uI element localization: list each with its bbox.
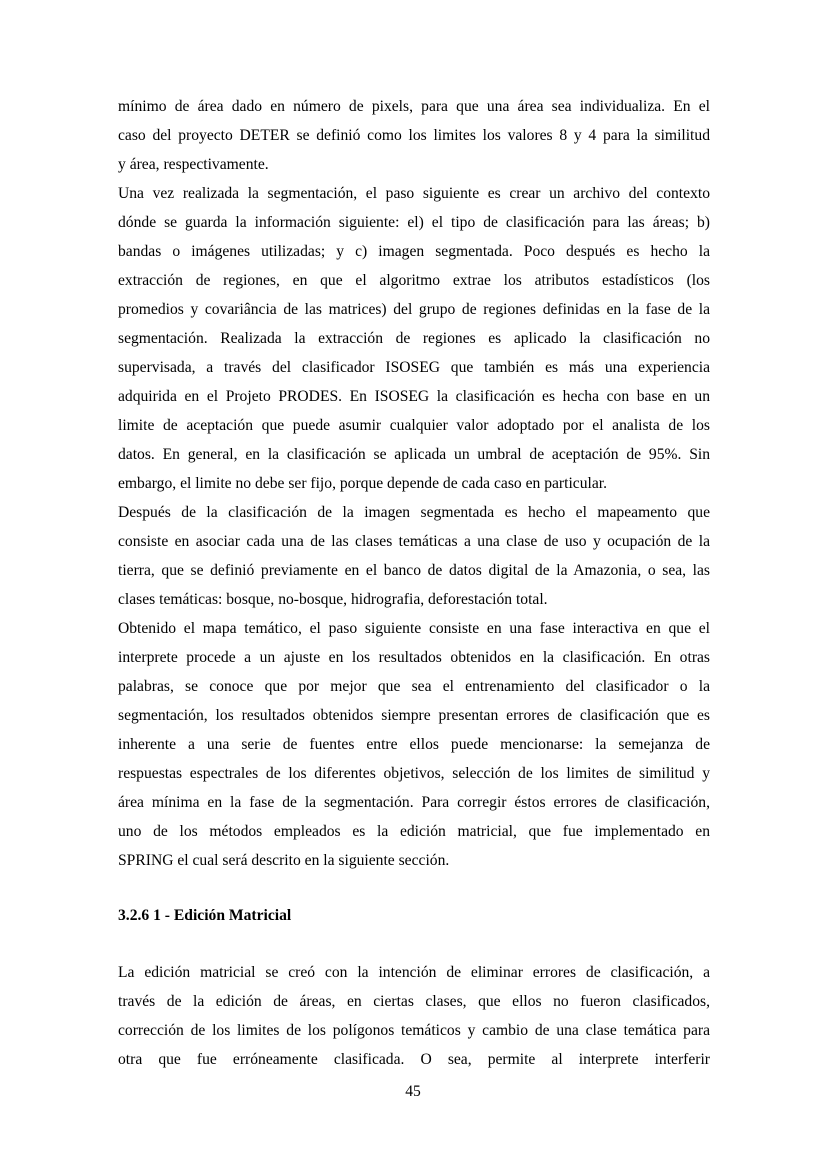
body-line: palabras, se conoce que por mejor que sea el entrenamiento del clasificador o la xyxy=(118,678,710,695)
body-line: segmentación. Realizada la extracción de regiones es aplicado la clasificación no xyxy=(118,330,710,347)
body-line: adquirida en el Projeto PRODES. En ISOSEG la clasificación es hecha con base en un xyxy=(118,388,710,405)
body-line: y área, respectivamente. xyxy=(118,156,269,173)
body-line: SPRING el cual será descrito en la siguiente sección. xyxy=(118,852,450,869)
body-line: segmentación, los resultados obtenidos siempre presentan errores de clasificación que es xyxy=(118,707,710,724)
body-line: Obtenido el mapa temático, el paso siguiente consiste en una fase interactiva en que el xyxy=(118,620,710,637)
section-line: través de la edición de áreas, en ciertas clases, que ellos no fueron clasificados, xyxy=(118,993,710,1010)
body-line: respuestas espectrales de los diferentes objetivos, selección de los limites de similitud y xyxy=(118,765,710,782)
body-line: Una vez realizada la segmentación, el paso siguiente es crear un archivo del contexto xyxy=(118,185,710,202)
body-line: uno de los métodos empleados es la edición matricial, que fue implementado en xyxy=(118,823,710,840)
body-line: consiste en asociar cada una de las clases temáticas a una clase de uso y ocupación de la xyxy=(118,533,710,550)
body-line: interprete procede a un ajuste en los resultados obtenidos en la clasificación. En otras xyxy=(118,649,710,666)
body-line: dónde se guarda la información siguiente: el) el tipo de clasificación para las áreas; b) xyxy=(118,214,710,231)
body-line: supervisada, a través del clasificador ISOSEG que también es más una experiencia xyxy=(118,359,710,376)
section-line: otra que fue erróneamente clasificada. O sea, permite al interprete interferir xyxy=(118,1051,710,1068)
body-line: área mínima en la fase de la segmentación. Para corregir éstos errores de clasificación, xyxy=(118,794,710,811)
section-line: La edición matricial se creó con la intención de eliminar errores de clasificación, a xyxy=(118,964,710,981)
body-line: clases temáticas: bosque, no-bosque, hidrografia, deforestación total. xyxy=(118,591,548,608)
body-line: caso del proyecto DETER se definió como los limites los valores 8 y 4 para la similitud xyxy=(118,127,710,144)
body-line: limite de aceptación que puede asumir cualquier valor adoptado por el analista de los xyxy=(118,417,710,434)
body-line: datos. En general, en la clasificación se aplicada un umbral de aceptación de 95%. Sin xyxy=(118,446,710,463)
body-line: inherente a una serie de fuentes entre ellos puede mencionarse: la semejanza de xyxy=(118,736,710,753)
body-line: tierra, que se definió previamente en el banco de datos digital de la Amazonia, o sea, las xyxy=(118,562,710,579)
section-line: corrección de los limites de los polígonos temáticos y cambio de una clase temática para xyxy=(118,1022,710,1039)
body-line: promedios y covariância de las matrices) del grupo de regiones definidas en la fase de la xyxy=(118,301,710,318)
body-line: Después de la clasificación de la imagen segmentada es hecho el mapeamento que xyxy=(118,504,710,521)
body-line: embargo, el limite no debe ser fijo, porque depende de cada caso en particular. xyxy=(118,475,607,492)
section-heading: 3.2.6 1 - Edición Matricial xyxy=(118,907,292,924)
body-line: extracción de regiones, en que el algoritmo extrae los atributos estadísticos (los xyxy=(118,272,710,289)
page-number: 45 xyxy=(405,1083,421,1100)
body-line: mínimo de área dado en número de pixels, para que una área sea individualiza. En el xyxy=(118,98,710,115)
body-line: bandas o imágenes utilizadas; y c) imagen segmentada. Poco después es hecho la xyxy=(118,243,710,260)
